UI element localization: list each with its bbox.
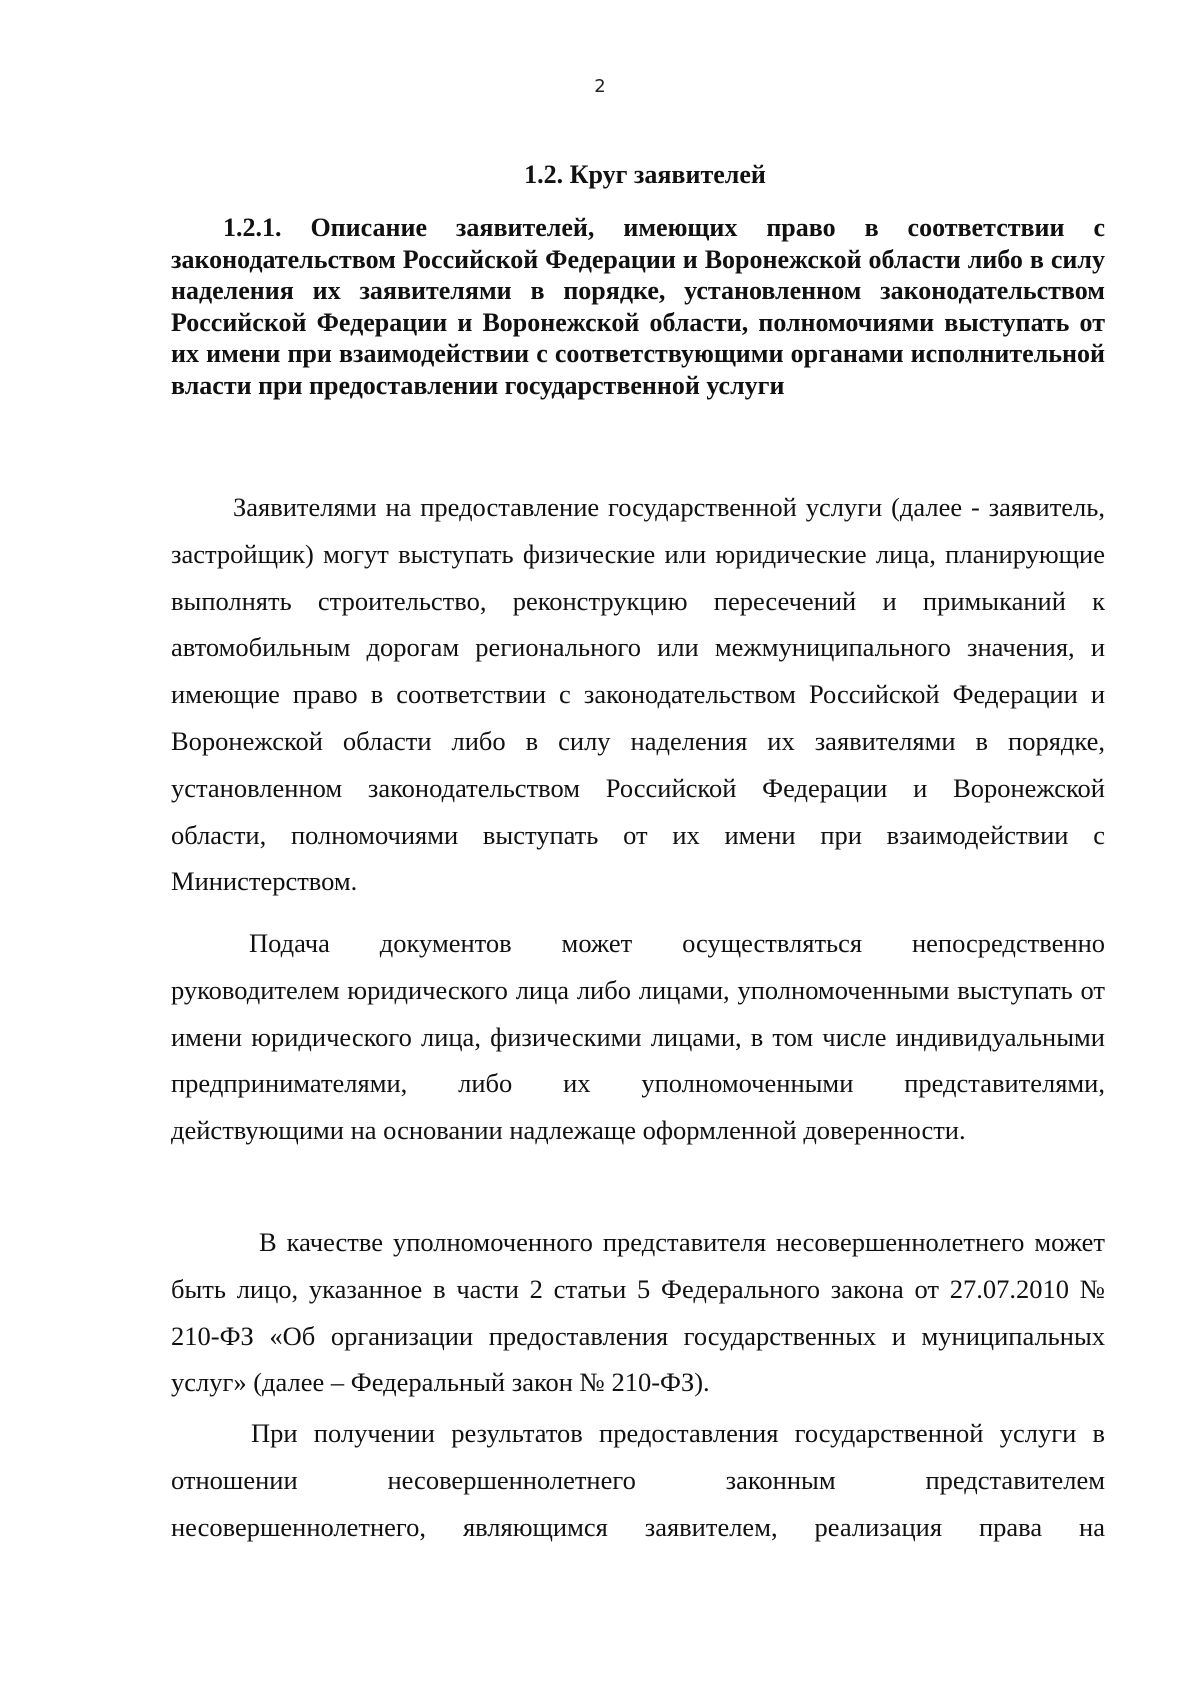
subsection-heading: 1.2.1. Описание заявителей, имеющих право в соответствии с законодательством Российской Федерации и Воронежской области либо в силу наделения их заявителями в порядке, установленном законодательством Российской Федерации и Воронежской области, полномочиями выступать от их имени при взаимодействии с соответствующими органами исполнительной власти при предоставлении государственной услуги	[171, 213, 1105, 400]
paragraph-minor-representative: В качестве уполномоченного представителя несовершеннолетнего может быть лицо, указанное в части 2 статьи 5 Федерального закона от 27.07.2010 № 210-ФЗ «Об организации предоставления государственных и муниципальных услуг» (далее – Федеральный закон № 210-ФЗ).	[171, 1227, 1105, 1398]
section-heading: 1.2. Круг заявителей	[524, 160, 766, 189]
page-number: 2	[594, 76, 606, 97]
paragraph-applicants: Заявителями на предоставление государственной услуги (далее - заявитель, застройщик) могут выступать физические или юридические лица, планирующие выполнять строительство, реконструкцию пересечений и примыканий к автомобильным дорогам регионального или межмуниципального значения, и имеющие право в соответствии с законодательством Российской Федерации и Воронежской области либо в силу наделения их заявителями в порядке, установленном законодательством Российской Федерации и Воронежской области, полномочиями выступать от их имени при взаимодействии с Министерством.	[171, 492, 1105, 897]
paragraph-document-submission: Подача документов может осуществляться непосредственно руководителем юридического лица либо лицами, уполномоченными выступать от имени юридического лица, физическими лицами, в том числе индивидуальными предпринимателями, либо их уполномоченными представителями, действующими на основании надлежаще оформленной доверенности.	[171, 928, 1105, 1146]
paragraph-receiving-results: При получении результатов предоставления государственной услуги в отношении несовершеннолетнего законным представителем несовершеннолетнего, являющимся заявителем, реализация права на	[171, 1418, 1105, 1542]
